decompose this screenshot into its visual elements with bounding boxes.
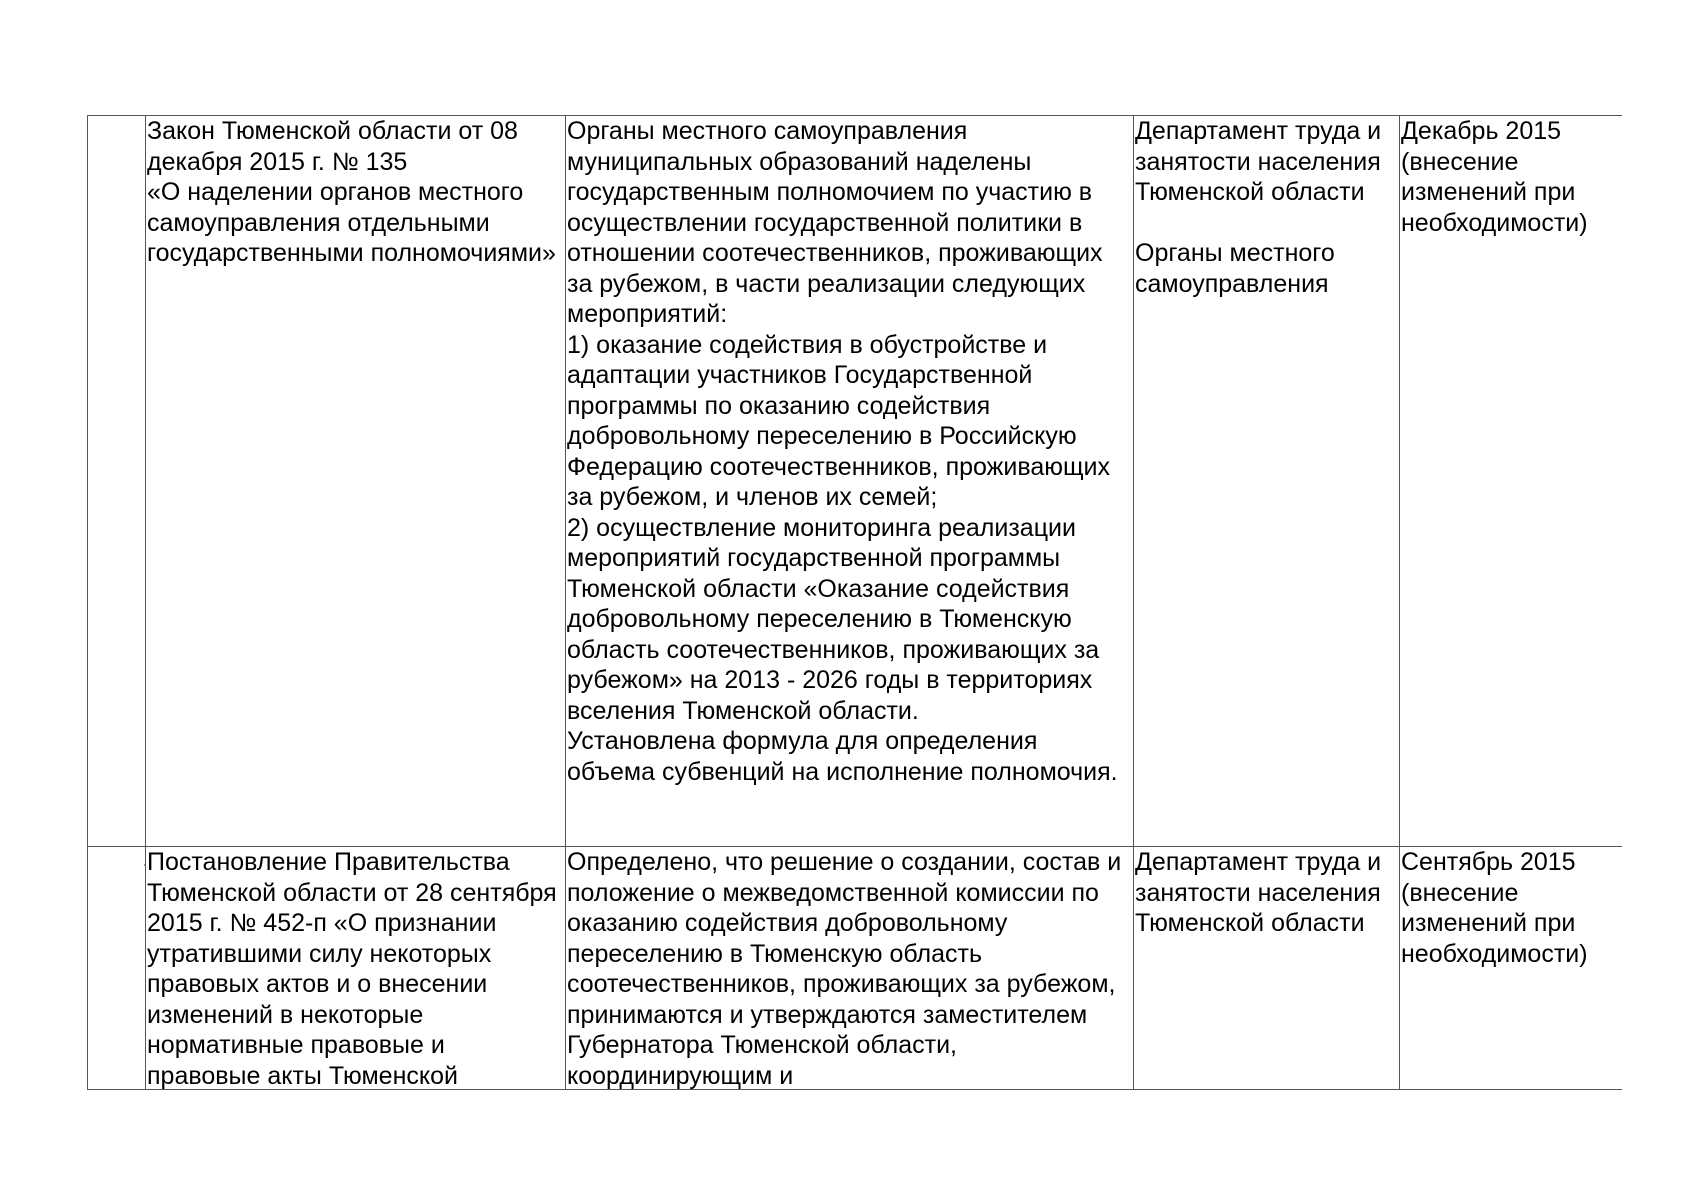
- deadline: Сентябрь 2015 (внесение изменений при необходимости): [1401, 848, 1588, 968]
- responsible-party: Департамент труда и занятости населения Тюменской области Органы местного самоуправления: [1135, 117, 1382, 298]
- document-title: Постановление Правительства Тюменской области от 28 сентября 2015 г. № 452-п «О признании утратившими силу некоторых правовых актов и о внесении изменений в некоторые нормативные правовые и правовые акты Тюменской: [147, 848, 557, 1090]
- content-cell: [566, 847, 1134, 1091]
- document-content: Определено, что решение о создании, состав и положение о межведомственной комиссии по оказанию содействия добровольному переселению в Тюменскую область соотечественников, проживающих за рубежом, принимаются и утверждаются заместителем Губернатора Тюменской области, координирующим и: [567, 848, 1122, 1090]
- deadline-cell: [1400, 116, 1623, 847]
- responsible-party: Департамент труда и занятости населения Тюменской области: [1135, 848, 1382, 937]
- deadline: Декабрь 2015 (внесение изменений при необходимости): [1401, 117, 1588, 237]
- document-content: Органы местного самоуправления муниципальных образований наделены государственным полномочием по участию в осуществлении государственной политики в отношении соотечественников, проживающих за рубежом, в части реализации следующих мероприятий: 1) оказание содействия в обустройстве и адаптации участников Государственной программы по оказанию содействия добровольному переселению в Российскую Федерацию соотечественников, проживающих за рубежом, и членов их семей; 2) осуществление мониторинга реализации мероприятий государственной программы Тюменской области «Оказание содействия добровольному переселению в Тюменскую область соотечественников, проживающих за рубежом» на 2013 - 2026 годы в территориях вселения Тюменской области. Установлена формула для определения объема субвенций на исполнение полномочия.: [567, 117, 1118, 786]
- row-number-cell: [88, 847, 146, 1091]
- row-number: [144, 847, 146, 878]
- responsible-cell: [1134, 847, 1400, 1091]
- document-title: Закон Тюменской области от 08 декабря 2015 г. № 135 «О наделении органов местного самоуправления отдельными государственными полномочиями»: [147, 117, 556, 267]
- deadline-cell: [1400, 847, 1623, 1091]
- table-row: [88, 847, 1623, 1091]
- table-viewport: [87, 115, 1622, 1090]
- document-cell: [146, 116, 566, 847]
- row-number: [144, 116, 146, 147]
- legal-acts-table: [87, 115, 1622, 1090]
- document-cell: [146, 847, 566, 1091]
- table-row: [88, 116, 1623, 847]
- row-number-cell: [88, 116, 146, 847]
- content-cell: [566, 116, 1134, 847]
- responsible-cell: [1134, 116, 1400, 847]
